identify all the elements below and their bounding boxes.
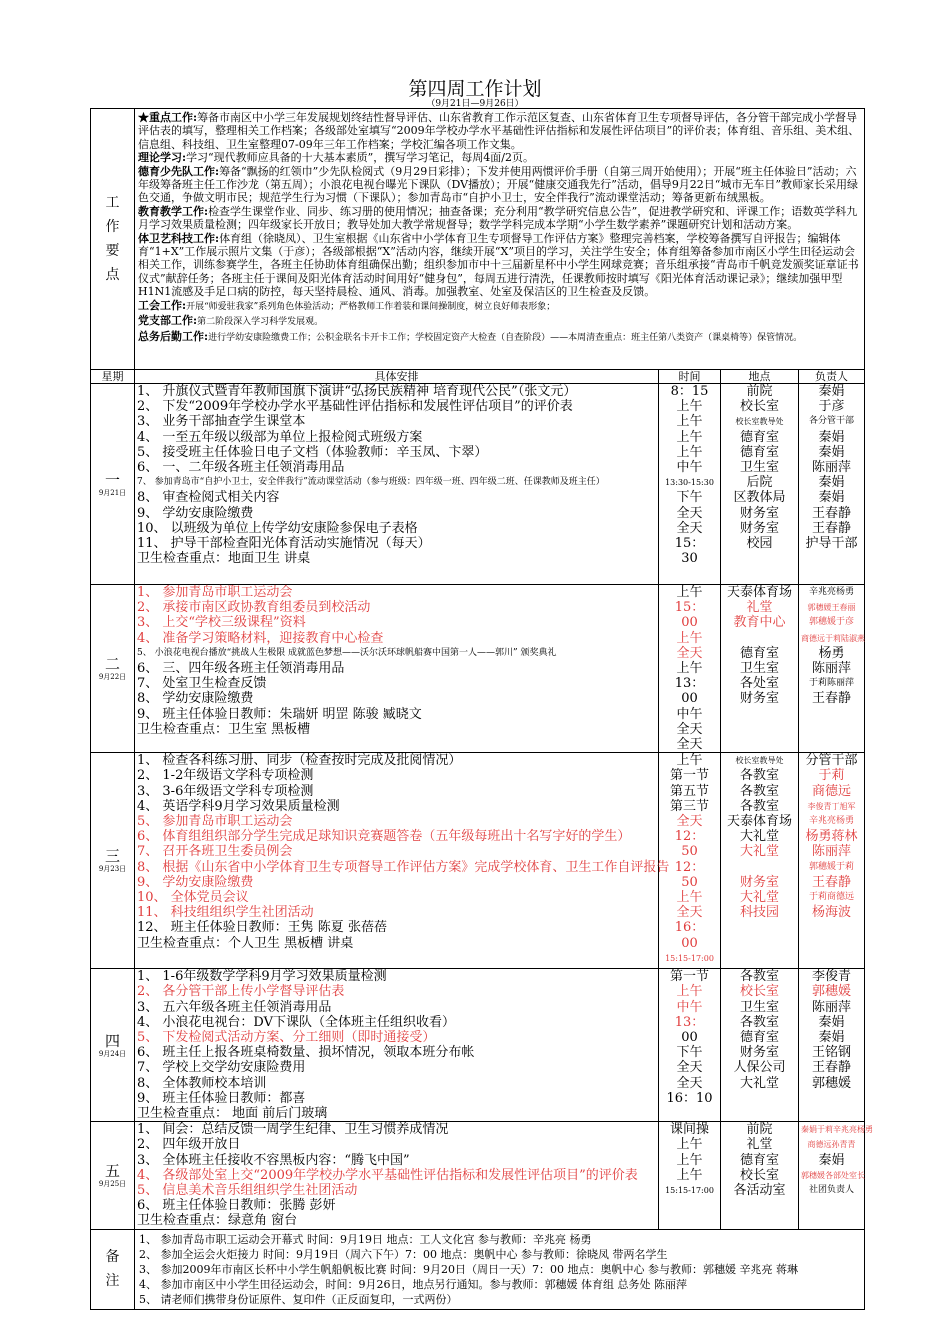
time-line: 上午 <box>676 984 703 1000</box>
time-line: 12： <box>674 859 705 875</box>
time-line: 下午 <box>676 490 703 506</box>
remark-line: 4、 参加市南区中小学生田径运动会，时间：9月26日，地点另行通知。参与教师：郭穗媛 体育组 总务处 陈丽萍 <box>139 1277 687 1291</box>
day-label <box>91 969 135 1122</box>
time-line: 中午 <box>676 460 703 476</box>
time-line: 15:15-17:00 <box>665 1186 714 1196</box>
time-line: 15： <box>674 536 705 552</box>
owner-line: 秦娟 <box>818 444 845 460</box>
time-line: 00 <box>681 691 698 707</box>
day-date: 9月21日 <box>98 488 127 497</box>
task-line: 11、 科技组组织学生社团活动 <box>137 905 314 921</box>
place-line: 教育中心 <box>733 615 786 631</box>
owner-line: 各分管干部 <box>809 416 855 427</box>
place-line: 各处室 <box>739 676 779 692</box>
task-line: 8、 根据《山东省中小学体育卫生专项督导工作评估方案》完成学校体育、卫生工作自评报告 <box>137 859 670 875</box>
task-line: 3、 五六年级各班主任领消毒用品 <box>137 999 332 1015</box>
owner-line: 王春静 <box>812 1060 852 1076</box>
owner-line: 秦娟 <box>818 429 845 445</box>
remark-line: 3、 参加2009年市南区长杯中小学生帆船帆板比赛 时间：9月20日（周日一天）7：00 地点：奥帆中心 参与教师：郭穗媛 辛兆亮 蒋琳 <box>139 1262 798 1276</box>
owner-line: 郭穗媛各部处室长 <box>801 1170 865 1180</box>
day-date: 9月23日 <box>98 865 127 874</box>
task-line: 3、 业务干部抽查学生课堂本 <box>137 414 306 430</box>
time-line: 全天 <box>676 1060 703 1076</box>
owner-line: 郭穗媛王春丽 <box>807 603 856 613</box>
task-line: 9、 学幼安康险缴费 <box>137 505 254 521</box>
owner-line: 秦娟 <box>818 1152 845 1168</box>
task-line: 卫生检查重点：个人卫生 黑板槽 讲桌 <box>137 935 354 951</box>
key-item <box>138 330 861 345</box>
place-line: 财务室 <box>739 520 779 536</box>
place-line: 后院 <box>746 475 773 491</box>
owner-line: 王春静 <box>812 691 852 707</box>
day-label <box>91 585 135 753</box>
task-line: 6、 班主任体验日教师：张腾 彭妍 <box>137 1198 336 1214</box>
task-line: 5、 信息美术音乐组组织学生社团活动 <box>137 1183 358 1199</box>
day-date: 9月22日 <box>98 673 127 682</box>
key-points-label <box>91 109 135 370</box>
task-line: 4、 准备学习策略材料，迎接教育中心检查 <box>137 630 384 646</box>
owner-line: 于莉商德远 <box>809 892 855 903</box>
day-tasks <box>135 753 670 969</box>
day-name: 二 <box>104 655 120 674</box>
day-row <box>91 753 865 969</box>
remark-line: 1、 参加青岛市职工运动会开幕式 时间：9月19日 地点：工人文化宫 参与教师：辛兆亮 杨勇 <box>139 1232 592 1246</box>
label-char: 工 <box>105 195 120 211</box>
day-row <box>91 585 865 753</box>
day-owners <box>799 384 865 585</box>
time-line: 13:30-15:30 <box>665 478 714 488</box>
time-line: 上午 <box>676 890 703 906</box>
owner-line: 李俊青丁旭军 <box>807 801 856 811</box>
time-line: 中午 <box>676 999 703 1015</box>
time-line: 第五节 <box>669 783 709 799</box>
owner-line: 王春静 <box>812 505 852 521</box>
task-line: 4、 英语学科9月学习效果质量检测 <box>137 798 340 814</box>
owner-line: 辛兆亮杨勇 <box>809 816 855 827</box>
task-line: 5、 小浪花电视台播放“挑战人生极限 成就蓝色梦想——沃尔沃环球帆船赛中国第一人——郭川” 颁奖典礼 <box>137 647 557 658</box>
task-line: 1、 检查各科练习册、同步（检查按时完成及批阅情况） <box>137 753 462 769</box>
task-line: 1、 间会：总结反馈一周学生纪律、卫生习惯养成情况 <box>137 1122 449 1138</box>
time-line: 第一节 <box>669 969 709 985</box>
page-title: 第四周工作计划 <box>408 78 542 100</box>
task-line: 6、 班主任上报各班桌椅数量、损坏情况，领取本班分布帐 <box>137 1045 475 1061</box>
time-line: 第三节 <box>669 798 709 814</box>
time-line: 13： <box>674 1014 705 1030</box>
place-line: 德育室 <box>739 444 779 460</box>
day-times <box>659 1122 721 1229</box>
day-label <box>91 384 135 585</box>
time-line: 全天 <box>676 505 703 521</box>
label-char: 备 <box>105 1249 120 1266</box>
owner-line: 护导干部 <box>805 536 858 552</box>
task-line: 5、 参加青岛市职工运动会 <box>137 814 293 830</box>
place-line: 校长室 <box>739 399 779 415</box>
place-line <box>723 631 796 646</box>
owner-line: 王春静 <box>812 520 852 536</box>
day-row <box>91 1122 865 1229</box>
day-owners <box>799 585 865 753</box>
day-label <box>91 1122 135 1229</box>
key-item-text: 检查学生课堂作业、同步、练习册的使用情况；抽查备课；充分利用“教学研究信息公告”，促进教学研究和、评课工作；语数英学科九月学习效果质量检测；四年级家长开放日；教导处加大教学常规督导；数学学科完成本学期“小学生数学素养”课题研究计划和活动方案。 <box>138 204 858 232</box>
owner-line: 辛兆亮杨勇 <box>809 587 855 597</box>
task-line: 3、 上交“学校三级课程”资料 <box>137 615 306 631</box>
owner-line: 秦娟于莉辛兆亮杨勇 <box>801 1125 873 1135</box>
task-line: 1、 参加青岛市职工运动会 <box>137 585 293 600</box>
key-item-text: 学习“现代教师应具备的十大基本素质”，撰写学习笔记，每周4面/2页。 <box>186 151 535 165</box>
time-line: 上午 <box>676 1167 703 1183</box>
task-line: 4、 一至五年级以级部为单位上报检阅式班级方案 <box>137 429 423 445</box>
key-item-head: 工会工作: <box>138 298 187 312</box>
remark-line: 2、 参加全运会火炬接力 时间：9月19日（周六下午）7：00 地点：奥帆中心 参与教师：徐晓凤 带两名学生 <box>139 1247 668 1261</box>
time-line: 上午 <box>676 661 703 677</box>
time-line: 上午 <box>676 585 703 600</box>
time-line: 上午 <box>676 1152 703 1168</box>
owner-line: 社团负责人 <box>809 1185 855 1196</box>
task-line: 卫生检查重点：地面卫生 讲桌 <box>137 551 311 567</box>
owner-line: 郭穗媛于莉 <box>809 861 855 872</box>
place-line <box>723 860 796 875</box>
time-line: 00 <box>681 1030 698 1046</box>
place-line: 礼堂 <box>746 1137 773 1153</box>
day-name: 五 <box>104 1161 120 1180</box>
task-line: 9、 学幼安康险缴费 <box>137 874 254 890</box>
label-char: 作 <box>105 219 120 235</box>
task-line: 9、 班主任体验日教师：都喜 <box>137 1090 306 1106</box>
day-row <box>91 969 865 1122</box>
task-line: 6、 一、二年级各班主任领消毒用品 <box>137 460 345 476</box>
key-item <box>138 314 861 329</box>
header-time: 时间 <box>659 370 721 384</box>
task-line: 8、 学幼安康险缴费 <box>137 691 254 707</box>
time-line: 13： <box>674 676 705 692</box>
time-line: 15:15-17:00 <box>665 953 714 963</box>
task-line: 10、 以班级为单位上传学幼安康险参保电子表格 <box>137 520 418 536</box>
owner-line: 郭穗媛 <box>812 984 852 1000</box>
place-line: 校长室 <box>739 984 779 1000</box>
owner-line: 商德远 <box>812 783 852 799</box>
task-line: 10、 全体党员会议 <box>137 890 249 906</box>
task-line: 1、 升旗仪式暨青年教师国旗下演讲“弘扬民族精神 培育现代公民”（张文元） <box>137 384 577 399</box>
place-line: 大礼堂 <box>739 844 779 860</box>
place-line: 科技园 <box>739 905 779 921</box>
day-places <box>721 753 799 969</box>
task-line: 1、 1-6年级数学学科9月学习效果质量检测 <box>137 969 387 985</box>
key-item-head: 体卫艺科技工作: <box>138 231 220 245</box>
place-line: 各教室 <box>739 783 779 799</box>
task-line: 7、 学校上交学幼安康险费用 <box>137 1060 306 1076</box>
day-name: 一 <box>104 470 120 489</box>
remark-line: 5、 请老师们携带身份证原件、复印件（正反面复印，一式两份） <box>139 1292 458 1306</box>
place-line: 财务室 <box>739 874 779 890</box>
task-line: 4、 各级部处室上交“2009年学校办学水平基础性评估指标和发展性评估项目”的评价表 <box>137 1167 638 1183</box>
time-line: 50 <box>681 874 698 890</box>
task-line: 5、 下发检阅式活动方案、分工细则（即时通接受） <box>137 1030 436 1046</box>
owner-line: 于莉 <box>818 768 845 784</box>
owner-line: 陈丽萍 <box>812 844 852 860</box>
time-line: 上午 <box>676 1137 703 1153</box>
remarks-row <box>91 1229 865 1309</box>
key-points-content <box>135 109 865 370</box>
time-line: 16：10 <box>666 1090 713 1106</box>
day-owners <box>799 1122 873 1229</box>
place-line: 大礼堂 <box>739 829 779 845</box>
key-item-head: 理论学习: <box>138 151 187 165</box>
place-line: 礼堂 <box>746 600 773 616</box>
key-points-row <box>91 109 865 370</box>
place-line: 各教室 <box>739 798 779 814</box>
day-date: 9月24日 <box>98 1049 127 1058</box>
owner-line: 于莉陈丽萍 <box>809 678 855 689</box>
day-tasks <box>135 969 659 1122</box>
key-item-text: 进行学幼安康险缴费工作；公积金联名卡开卡工作；学校固定资产大检查（自查阶段）——本周清查重点：班主任第八类资产（课桌椅等）保管情况。 <box>208 332 803 343</box>
task-line: 8、 审查检阅式相关内容 <box>137 490 280 506</box>
day-name: 四 <box>104 1031 120 1050</box>
owner-line: 于彦 <box>818 399 845 415</box>
task-line: 2、 各分管干部上传小学督导评估表 <box>137 984 345 1000</box>
task-line: 9、 班主任体验日教师：朱瑞妍 明罡 陈骏 臧晓文 <box>137 706 422 722</box>
owner-line: 杨勇 <box>818 645 845 661</box>
day-times <box>659 384 721 585</box>
day-places <box>721 1122 799 1229</box>
label-char: 点 <box>105 267 120 283</box>
place-line: 各活动室 <box>733 1183 786 1199</box>
task-line: 2、 承接市南区政协教育组委员到校活动 <box>137 600 371 616</box>
owner-line: 秦娟 <box>818 1030 845 1046</box>
time-line: 全天 <box>676 905 703 921</box>
time-line: 50 <box>681 844 698 860</box>
key-item <box>138 205 861 232</box>
task-line: 6、 体育组组织部分学生完成足球知识竞赛题答卷（五年级每班出十名写字好的学生） <box>137 829 631 845</box>
work-plan-table <box>90 108 873 1310</box>
place-line: 校长室教导处 <box>735 417 784 427</box>
place-line: 大礼堂 <box>739 1075 779 1091</box>
place-line: 各教室 <box>739 1014 779 1030</box>
place-line: 大礼堂 <box>739 890 779 906</box>
task-line: 卫生检查重点：卫生室 黑板槽 <box>137 721 311 737</box>
task-line: 7、 处室卫生检查反馈 <box>137 676 267 692</box>
day-times <box>659 969 721 1122</box>
key-item-text: 体育组（徐晓凤）、卫生室根据《山东省中小学体育卫生专项督导工作评估方案》整理完善档案，学校筹备撰写自评报告；编辑体育“1+X”工作展示照片文集（于彦）；各级部根据“X”活动内容，继续开展“X”项目的学习，关注学生安全；体育组筹备参加市南区小学生田径运动会相关工作，训练参赛学生，各班主任协助体育组确保出勤；组织参加市中十三届新星杯中小学生网球竞赛；音乐组承接“青岛市千帆竞发颁奖证章证书仪式”献辞任务；各班主任于课间及阳光体育活动时间用好“健身包”，每周五进行清洗，任课教师按时填写《阳光体育活动课记录》；继续加强甲型H1N1流感及手足口病的防控，每天坚持晨检、通风、消毒。加强教室、处室及保洁区的卫生检查及反馈。 <box>138 231 859 299</box>
time-line: 上午 <box>676 630 703 646</box>
remarks-content <box>135 1229 865 1309</box>
time-line: 上午 <box>676 414 703 430</box>
place-line: 德育室 <box>739 645 779 661</box>
time-line: 全天 <box>676 721 703 737</box>
owner-line: 郭穗媛于彦 <box>809 617 855 628</box>
place-line: 德育室 <box>739 1030 779 1046</box>
time-line: 8：15 <box>670 384 709 399</box>
place-line: 卫生室 <box>739 460 779 476</box>
day-date: 9月25日 <box>98 1179 127 1188</box>
owner-line: 秦娟 <box>818 1014 845 1030</box>
place-line: 德育室 <box>739 1152 779 1168</box>
key-item-head: 教育教学工作: <box>138 204 209 218</box>
key-item <box>138 151 861 164</box>
time-line: 15： <box>674 600 705 616</box>
task-line: 2、 1-2年级语文学科专项检测 <box>137 768 314 784</box>
key-item-head: 党支部工作: <box>138 314 198 328</box>
key-item-head: 总务后勤工作: <box>138 329 209 343</box>
owner-line: 陈丽萍 <box>812 460 852 476</box>
day-tasks <box>135 585 659 753</box>
day-tasks <box>135 1122 659 1229</box>
task-line: 6、 三、四年级各班主任领消毒用品 <box>137 661 345 677</box>
place-line: 前院 <box>746 1122 773 1138</box>
time-line: 16： <box>674 920 705 936</box>
key-item-text: 开展“师爱驻我家”系列角色体验活动；严格教师工作着装和课间操制度，树立良好师表形象； <box>186 301 556 312</box>
time-line: 30 <box>681 551 698 567</box>
task-line: 卫生检查重点： 地面 前后门玻璃 <box>137 1106 328 1122</box>
task-line: 7、 参加青岛市“自护小卫士，安全伴我行”流动课堂活动（参与班级：四年级一班、四年级二班、任课教师及班主任） <box>137 477 605 488</box>
owner-line: 分管干部 <box>805 753 858 769</box>
place-line: 财务室 <box>739 1045 779 1061</box>
place-line: 卫生室 <box>739 999 779 1015</box>
place-line: 前院 <box>746 384 773 399</box>
day-label <box>91 753 135 969</box>
time-line: 中午 <box>676 706 703 722</box>
task-line: 12、 班主任体验日教师：王隽 陈夏 张蓓蓓 <box>137 920 387 936</box>
time-line: 全天 <box>676 814 703 830</box>
day-times <box>659 585 721 753</box>
task-line: 11、 护导干部检查阳光体育活动实施情况（每天） <box>137 536 431 552</box>
owner-line: 李俊青 <box>812 969 852 985</box>
task-line: 4、 小浪花电视台：DV下课队（全体班主任组织收看） <box>137 1014 455 1030</box>
schedule-header <box>91 370 865 384</box>
place-line: 校园 <box>746 536 773 552</box>
place-line: 财务室 <box>739 691 779 707</box>
key-item <box>138 299 861 314</box>
header-owner: 负责人 <box>799 370 865 384</box>
owner-line: 陈丽萍 <box>812 661 852 677</box>
owner-line: 杨海波 <box>812 905 852 921</box>
task-line: 3、 全体班主任接收不容黑板内容：“腾飞中国” <box>137 1152 410 1168</box>
task-line: 5、 接受班主任体验日电子文档（体验教师：辛玉凤、卞翠） <box>137 444 488 460</box>
time-line: 12： <box>674 829 705 845</box>
day-owners <box>799 969 865 1122</box>
place-line: 天泰体育场 <box>726 814 792 830</box>
owner-line: 王春静 <box>812 874 852 890</box>
owner-line: 秦娟 <box>818 490 845 506</box>
owner-line: 秦娟 <box>818 384 845 399</box>
key-item-text: 筹备“飘扬的红领巾”少先队检阅式（9月29日彩排）；下发并使用两惯评价手册（自第三周开始使用）；开展“班主任体验日”活动；六年级筹备班主任工作沙龙（第五周）；小浪花电视台曝光下课队（DV播放）；开展“健康交通我先行”活动，倡导9月22日“城市无车日”教师家长采用绿色交通，争做文明市民；规范学生行为习惯（下课队）；参加青岛市“自护小卫士，安全伴我行”流动课堂活动；筹备更新布绒黑板。 <box>138 164 859 205</box>
key-item <box>138 165 861 205</box>
day-places <box>721 969 799 1122</box>
day-row <box>91 384 865 585</box>
task-line: 3、 3-6年级语文学科专项检测 <box>137 783 314 799</box>
day-tasks <box>135 384 659 585</box>
time-line: 上午 <box>676 444 703 460</box>
owner-line: 郭穗媛 <box>812 1075 852 1091</box>
task-line: 7、 召开各班卫生委员例会 <box>137 844 293 860</box>
header-place: 地点 <box>721 370 799 384</box>
key-item-text: 筹备市南区中小学三年发展规划终结性督导评估、山东省教育工作示范区复查、山东省体育卫生专项督导评估，各分管干部完成小学督导评估表的填写，整理相关工作档案；各级部处室填写“2009年学校办学水平基础性评估指标和发展性评估项目”的评价表；体育组、音乐组、美术组、信息组、科技组、卫生室整理07-09年三年工作档案；学校汇编各项工作文集。 <box>138 111 860 151</box>
remarks-label <box>91 1229 135 1309</box>
task-line: 8、 全体教师校本培训 <box>137 1075 267 1091</box>
owner-line: 商德远于莉陆淑燕 <box>801 633 865 643</box>
header-weekday: 星期 <box>91 370 135 384</box>
place-line: 校长室 <box>739 1167 779 1183</box>
time-line: 上午 <box>676 399 703 415</box>
task-line: 2、 下发“2009年学校办学水平基础性评估指标和发展性评估项目”的评价表 <box>137 399 573 415</box>
date-range: （9月21日—9月26日） <box>426 99 524 109</box>
place-line: 德育室 <box>739 429 779 445</box>
place-line: 卫生室 <box>739 661 779 677</box>
key-item-head: ★重点工作: <box>138 111 198 124</box>
label-char: 注 <box>105 1273 120 1290</box>
time-line: 上午 <box>676 753 703 769</box>
task-line: 2、 四年级开放日 <box>137 1137 241 1153</box>
time-line: 第一节 <box>669 768 709 784</box>
place-line: 各教室 <box>739 768 779 784</box>
time-line: 全天 <box>676 645 703 661</box>
owner-line: 陈丽萍 <box>812 999 852 1015</box>
day-places <box>721 384 799 585</box>
place-line: 天泰体育场 <box>726 585 792 600</box>
key-item <box>138 232 861 299</box>
time-line: 00 <box>681 615 698 631</box>
owner-line: 秦娟 <box>818 475 845 491</box>
key-item-head: 德育少先队工作: <box>138 164 220 178</box>
key-item-text: 第二阶段深入学习科学发展观。 <box>197 317 324 328</box>
owner-line: 王铭钢 <box>812 1045 852 1061</box>
label-char: 要 <box>105 243 120 259</box>
day-name: 三 <box>104 847 120 866</box>
header-arrangement: 具体安排 <box>135 370 659 384</box>
time-line: 课间操 <box>669 1122 709 1138</box>
day-owners <box>799 753 865 969</box>
key-item <box>138 111 861 151</box>
time-line: 全天 <box>676 1075 703 1091</box>
owner-line: 杨勇蒋林 <box>805 829 858 845</box>
owner-line: 商德远孙青青 <box>807 1140 856 1150</box>
day-places <box>721 585 799 753</box>
place-line: 区教体局 <box>733 490 786 506</box>
place-line: 财务室 <box>739 505 779 521</box>
place-line: 校长室教导处 <box>735 756 784 766</box>
task-line: 卫生检查重点：绿意角 窗台 <box>137 1213 298 1229</box>
time-line: 下午 <box>676 1045 703 1061</box>
time-line: 00 <box>681 935 698 951</box>
time-line: 全天 <box>676 520 703 536</box>
time-line: 全天 <box>676 737 703 753</box>
place-line: 各教室 <box>739 969 779 985</box>
time-line: 上午 <box>676 429 703 445</box>
place-line: 人保公司 <box>733 1060 786 1076</box>
